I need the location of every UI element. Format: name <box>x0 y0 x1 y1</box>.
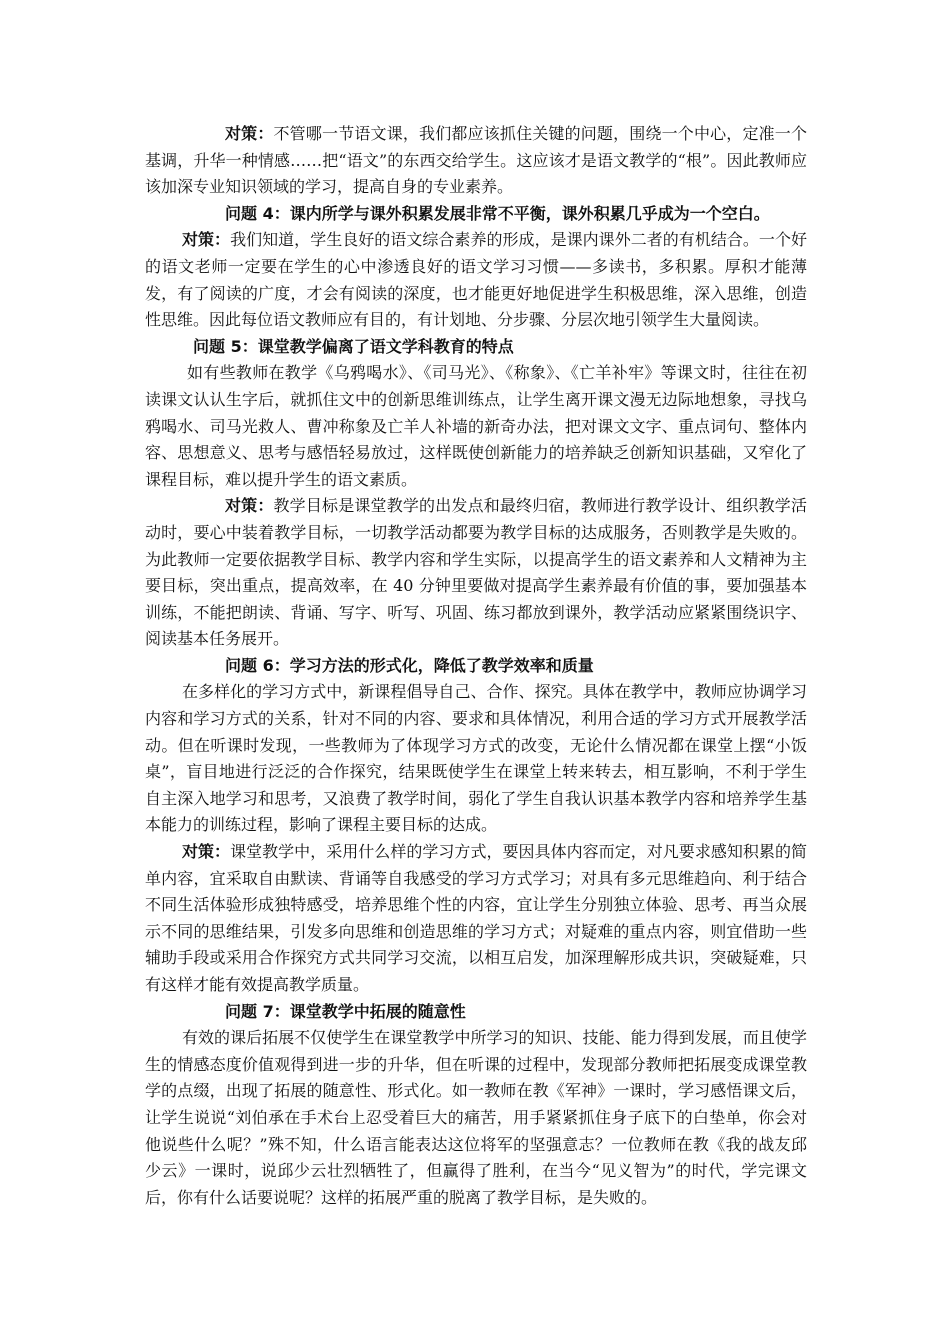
paragraph-strategy-4 <box>145 839 807 999</box>
heading-problem-4: 问题 4：课内所学与课外积累发展非常不平衡，课外积累几乎成为一个空白。 <box>225 203 770 223</box>
paragraph-problem-5-text: 如有些教师在教学《乌鸦喝水》、《司马光》、《称象》、《亡羊补牢》等课文时，往往在初读课文认认生字后，就抓住文中的创新思维训练点，让学生离开课文漫无边际地想象，寻找乌鸦喝水、司马光救人、曹冲称象及亡羊人补墙的新奇办法，把对课文文字、重点词句、整体内容、思想意义、思考与感悟轻易放过，这样既使创新能力的培养缺乏创新知识基础，又窄化了课程目标，难以提升学生的语文素质。 <box>145 363 807 489</box>
heading-problem-5: 问题 5：课堂教学偏离了语文学科教育的特点 <box>193 336 514 356</box>
paragraph-problem-6-text: 在多样化的学习方式中，新课程倡导自己、合作、探究。具体在教学中，教师应协调学习内容和学习方式的关系，针对不同的内容、要求和具体情况，利用合适的学习方式开展教学活动。但在听课时发现，一些教师为了体现学习方式的改变，无论什么情况都在课堂上摆“小饭桌”，盲目地进行泛泛的合作探究，结果既使学生在课堂上转来转去，相互影响，不利于学生自主深入地学习和思考，又浪费了教学时间，弱化了学生自我认识基本教学内容和培养学生基本能力的训练过程，影响了课程主要目标的达成。 <box>145 682 807 835</box>
paragraph-text: 课堂教学中，采用什么样的学习方式，要因具体内容而定，对凡要求感知积累的简单内容，宜采取自由默读、背诵等自我感受的学习方式学习；对具有多元思维趋向、利于结合不同生活体验形成独特感受，培养思维个性的内容，宜让学生分别独立体验、思考、再当众展示不同的思维结果，引发多向思维和创造思维的学习方式；对疑难的重点内容，则宜借助一些辅助手段或采用合作探究方式共同学习交流，以相互启发，加深理解形成共识，突破疑难，只有这样才能有效提高教学质量。 <box>145 842 807 994</box>
paragraph-strategy-2 <box>145 227 807 333</box>
paragraph-text: 不管哪一节语文课，我们都应该抓住关键的问题，围绕一个中心，定准一个基调，升华一种情感……把“语文”的东西交给学生。这应该才是语文教学的“根”。因此教师应该加深专业知识领域的学习，提高自身的专业素养。 <box>145 124 807 197</box>
strategy-label: 对策： <box>182 230 231 250</box>
strategy-label: 对策： <box>225 124 274 143</box>
paragraph-strategy-1 <box>145 121 807 201</box>
paragraph-text: 教学目标是课堂教学的出发点和最终归宿，教师进行教学设计、组织教学活动时，要心中装着教学目标，一切教学活动都要为教学目标的达成服务，否则教学是失败的。为此教师一定要依据教学目标、教学内容和学生实际，以提高学生的语文素养和人文精神为主要目标，突出重点，提高效率，在 40 分钟里要做对提高学生素养最有价值的事，要加强基本训练，不能把朗读、背诵、写字、听写、巩固、练习都放到课外，教学活动应紧紧围绕识字、阅读基本任务展开。 <box>145 496 807 649</box>
heading-problem-7: 问题 7：课堂教学中拓展的随意性 <box>225 1001 466 1021</box>
strategy-label: 对策： <box>225 496 274 516</box>
paragraph-strategy-3 <box>145 493 807 653</box>
document-body <box>145 121 807 1211</box>
paragraph-text: 我们知道，学生良好的语文综合素养的形成，是课内课外二者的有机结合。一个好的语文老师一定要在学生的心中渗透良好的语文学习习惯——多读书，多积累。厚积才能薄发，有了阅读的广度，才会有阅读的深度，也才能更好地促进学生积极思维，深入思维，创造性思维。因此每位语文教师应有目的，有计划地、分步骤、分层次地引领学生大量阅读。 <box>145 230 807 330</box>
strategy-label: 对策： <box>182 842 231 862</box>
heading-problem-6: 问题 6：学习方法的形式化，降低了教学效率和质量 <box>225 655 594 675</box>
paragraph-problem-7-text: 有效的课后拓展不仅使学生在课堂教学中所学习的知识、技能、能力得到发展，而且使学生的情感态度价值观得到进一步的升华，但在听课的过程中，发现部分教师把拓展变成课堂教学的点缀，出现了拓展的随意性、形式化。如一教师在教《军神》一课时，学习感悟课文后，让学生说说“刘伯承在手术台上忍受着巨大的痛苦，用手紧紧抓住身子底下的白垫单，你会对他说些什么呢？”殊不知，什么语言能表达这位将军的坚强意志？一位教师在教《我的战友邱少云》一课时，说邱少云壮烈牺牲了，但赢得了胜利，在当今“见义智为”的时代，学完课文后，你有什么话要说呢？这样的拓展严重的脱离了教学目标，是失败的。 <box>145 1028 807 1207</box>
